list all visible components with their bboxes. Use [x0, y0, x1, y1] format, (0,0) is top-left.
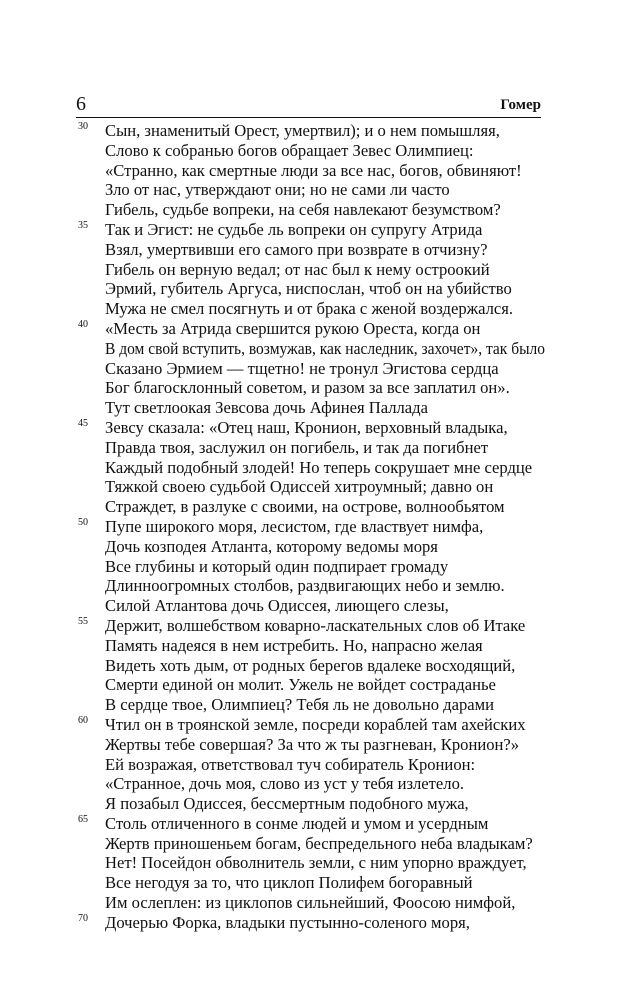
verse-number: 35: [78, 219, 88, 231]
verse-text: Все глубины и который один подпирает громаду: [105, 556, 449, 576]
verse-text: Держит, волшебством коварно-ласкательных слов об Итаке: [105, 615, 526, 635]
verse-text: Дочерью Форка, владыки пустынно-соленого моря,: [105, 912, 470, 932]
verse-line: [0, 695, 619, 715]
verse-number: 65: [78, 813, 88, 825]
verse-line: [0, 141, 619, 161]
verse-line: [0, 715, 619, 735]
verse-line: [0, 675, 619, 695]
verse-text: Сказано Эрмием — тщетно! не тронул Эгистова сердца: [105, 358, 499, 378]
verse-text: Зевсу сказала: «Отец наш, Кронион, верховный владыка,: [105, 417, 508, 437]
verse-line: [0, 200, 619, 220]
verse-text: Смерти единой он молит. Ужель не войдет состраданье: [105, 675, 496, 695]
verse-line: [0, 180, 619, 200]
verse-text: Правда твоя, заслужил он погибель, и так да погибнет: [105, 437, 489, 457]
verse-line: [0, 537, 619, 557]
verse-text: «Месть за Атрида свершится рукою Ореста, когда он: [105, 318, 481, 338]
verse-text: Память надеяся в нем истребить. Но, напрасно желая: [105, 635, 483, 655]
verse-number: 70: [78, 912, 88, 924]
verse-block: [0, 121, 619, 933]
verse-text: Взял, умертвивши его самого при возврате в отчизну?: [105, 239, 488, 259]
verse-text: Слово к собранью богов обращает Зевес Олимпиец:: [105, 140, 474, 160]
verse-line: [0, 774, 619, 794]
verse-text: Нет! Посейдон обволнитель земли, с ним упорно враждует,: [105, 853, 527, 873]
verse-text: Видеть хоть дым, от родных берегов вдалеке восходящий,: [105, 655, 516, 675]
running-head: Гомер: [500, 97, 541, 113]
verse-line: [0, 458, 619, 478]
verse-text: Ей возражая, ответствовал туч собиратель Кронион:: [105, 754, 476, 774]
verse-line: [0, 794, 619, 814]
verse-line: [0, 596, 619, 616]
verse-text: «Странное, дочь моя, слово из уст у тебя излетело.: [105, 774, 465, 794]
verse-line: [0, 121, 619, 141]
verse-number: 55: [78, 615, 88, 627]
verse-text: Зло от нас, утверждают они; но не сами ли часто: [105, 180, 450, 200]
page-header: [76, 92, 541, 118]
verse-text: Жертв приношеньем богам, беспредельного неба владыкам?: [105, 833, 533, 853]
verse-line: [0, 398, 619, 418]
verse-line: [0, 873, 619, 893]
verse-text: Так и Эгист: не судьбе ль вопреки он супругу Атрида: [105, 219, 483, 239]
verse-text: Гибель, судьбе вопреки, на себя навлекают безумством?: [105, 200, 501, 220]
verse-line: [0, 279, 619, 299]
verse-line: [0, 616, 619, 636]
verse-text: Им ослеплен: из циклопов сильнейший, Фоосою нимфой,: [105, 893, 516, 913]
verse-line: [0, 438, 619, 458]
verse-line: [0, 893, 619, 913]
verse-number: 40: [78, 318, 88, 330]
verse-line: [0, 240, 619, 260]
verse-text: Чтил он в троянской земле, посреди кораблей там ахейских: [105, 714, 526, 734]
verse-text: Тяжкой своею судьбой Одиссей хитроумный; давно он: [105, 477, 494, 497]
header-rule: [76, 117, 541, 118]
verse-text: Жертвы тебе совершая? За что ж ты разгневан, Кронион?»: [105, 734, 520, 754]
verse-line: [0, 161, 619, 181]
verse-text: Я позабыл Одиссея, бессмертным подобного мужа,: [105, 794, 469, 814]
verse-number: 50: [78, 516, 88, 528]
verse-line: [0, 755, 619, 775]
verse-text: Пупе широкого моря, лесистом, где властвует нимфа,: [105, 516, 484, 536]
verse-line: [0, 497, 619, 517]
verse-line: [0, 359, 619, 379]
verse-text: Все негодуя за то, что циклоп Полифем богоравный: [105, 873, 473, 893]
verse-line: [0, 814, 619, 834]
verse-text: Мужа не смел посягнуть и от брака с женой воздержался.: [105, 299, 514, 319]
verse-line: [0, 378, 619, 398]
verse-text: Бог благосклонный советом, и разом за все заплатил он».: [105, 378, 510, 398]
verse-text: Длинноогромных столбов, раздвигающих небо и землю.: [105, 576, 505, 596]
verse-text: Тут светлоокая Зевсова дочь Афинея Паллада: [105, 398, 428, 418]
verse-line: [0, 853, 619, 873]
verse-line: [0, 260, 619, 280]
verse-number: 45: [78, 417, 88, 429]
verse-line: [0, 418, 619, 438]
verse-text: В дом свой вступить, возмужав, как наследник, захочет», так было: [105, 338, 546, 358]
verse-text: Силой Атлантова дочь Одиссея, лиющего слезы,: [105, 596, 449, 616]
verse-text: Гибель он верную ведал; от нас был к нему остроокий: [105, 259, 490, 279]
verse-line: [0, 576, 619, 596]
verse-text: Страждет, в разлуке с своими, на острове, волнообьятом: [105, 497, 505, 517]
page-number: 6: [76, 93, 86, 115]
verse-line: [0, 834, 619, 854]
verse-text: Каждый подобный злодей! Но теперь сокрушает мне сердце: [105, 457, 533, 477]
verse-text: Столь отличенного в сонме людей и умом и усердным: [105, 813, 489, 833]
verse-line: [0, 636, 619, 656]
verse-line: [0, 319, 619, 339]
verse-line: [0, 220, 619, 240]
verse-line: [0, 735, 619, 755]
verse-number: 60: [78, 714, 88, 726]
verse-text: В сердце твое, Олимпиец? Тебя ль не довольно дарами: [105, 695, 494, 715]
verse-line: [0, 913, 619, 933]
verse-line: [0, 299, 619, 319]
verse-text: «Странно, как смертные люди за все нас, богов, обвиняют!: [105, 160, 522, 180]
verse-line: [0, 477, 619, 497]
verse-line: [0, 656, 619, 676]
verse-number: 30: [78, 121, 88, 132]
verse-text: Эрмий, губитель Аргуса, ниспослан, чтоб он на убийство: [105, 279, 512, 299]
verse-line: [0, 517, 619, 537]
verse-text: Сын, знаменитый Орест, умертвил); и о нем помышляя,: [105, 121, 500, 140]
verse-text: Дочь козподея Атланта, которому ведомы моря: [105, 536, 438, 556]
verse-line: [0, 339, 619, 359]
verse-line: [0, 557, 619, 577]
